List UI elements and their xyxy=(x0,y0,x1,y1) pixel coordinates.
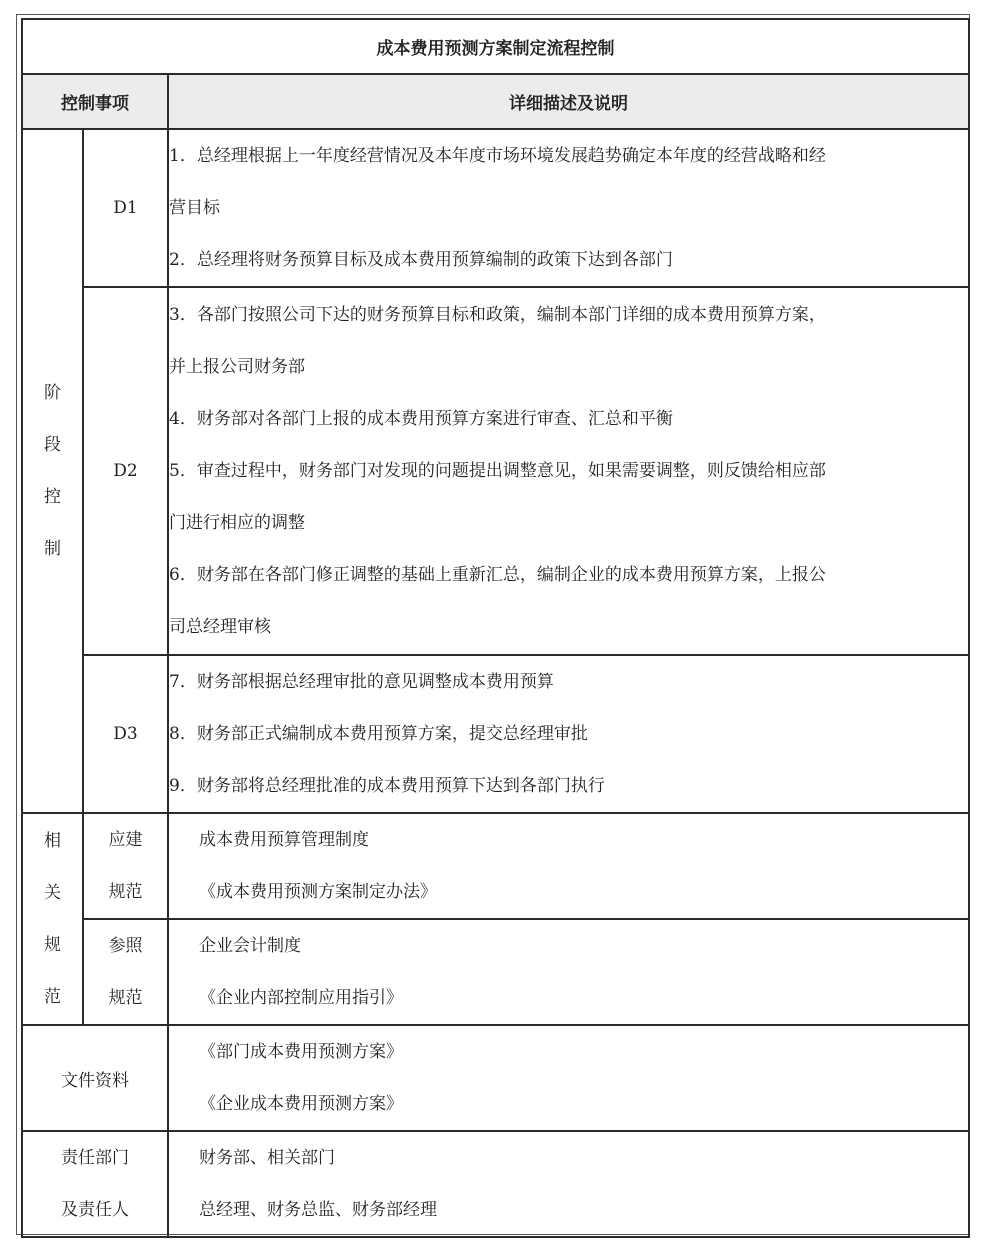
label-line: 责任部门 xyxy=(61,1148,129,1168)
norm-item: 企业会计制度 xyxy=(199,936,301,956)
should-build-norms-label xyxy=(83,813,168,919)
stage-control-label xyxy=(22,129,83,813)
reference-norms-content xyxy=(168,919,969,1025)
desc-line: 门进行相应的调整 xyxy=(169,513,305,533)
norm-item: 成本费用预算管理制度 xyxy=(199,830,369,850)
stage-d3-description xyxy=(168,655,969,813)
should-build-norms-content xyxy=(168,813,969,919)
stage-label-char: 控 xyxy=(44,487,61,507)
desc-line: 2．总经理将财务预算目标及成本费用预算编制的政策下达到各部门 xyxy=(169,250,673,270)
stage-code-d2: D2 xyxy=(83,287,168,655)
desc-line: 并上报公司财务部 xyxy=(169,357,305,377)
file-item: 《企业成本费用预测方案》 xyxy=(199,1094,403,1114)
label-line: 规范 xyxy=(108,988,143,1008)
reference-norms-label xyxy=(83,919,168,1025)
desc-line: 营目标 xyxy=(169,198,220,218)
norm-item: 《企业内部控制应用指引》 xyxy=(199,988,403,1008)
file-item: 《部门成本费用预测方案》 xyxy=(199,1042,403,1062)
title-row xyxy=(22,19,969,74)
responsible-row xyxy=(22,1131,969,1237)
stage-d2-description xyxy=(168,287,969,655)
label-line: 应建 xyxy=(108,830,143,850)
desc-line: 1．总经理根据上一年度经营情况及本年度市场环境发展趋势确定本年度的经营战略和经 xyxy=(169,146,826,166)
responsible-item: 总经理、财务总监、财务部经理 xyxy=(199,1200,437,1220)
label-line: 规范 xyxy=(108,882,143,902)
stage-label-char: 制 xyxy=(44,539,61,559)
stage-code-d3: D3 xyxy=(83,655,168,813)
header-description: 详细描述及说明 xyxy=(168,74,969,129)
norms-label-char: 规 xyxy=(44,935,61,955)
norms-should-build-row xyxy=(22,813,969,919)
norms-label-char: 范 xyxy=(44,987,61,1007)
desc-line: 司总经理审核 xyxy=(169,617,271,637)
responsible-item: 财务部、相关部门 xyxy=(199,1148,335,1168)
header-row xyxy=(22,74,969,129)
desc-line: 8．财务部正式编制成本费用预算方案，提交总经理审批 xyxy=(169,724,588,744)
label-line: 及责任人 xyxy=(61,1200,129,1220)
files-label: 文件资料 xyxy=(22,1025,168,1131)
desc-line: 9．财务部将总经理批准的成本费用预算下达到各部门执行 xyxy=(169,776,605,796)
table-title: 成本费用预测方案制定流程控制 xyxy=(22,19,969,74)
norm-item: 《成本费用预测方案制定办法》 xyxy=(199,882,437,902)
stage-code-d1: D1 xyxy=(83,129,168,287)
desc-line: 4．财务部对各部门上报的成本费用预算方案进行审查、汇总和平衡 xyxy=(169,409,673,429)
label-line: 参照 xyxy=(108,936,143,956)
files-row xyxy=(22,1025,969,1131)
norms-reference-row xyxy=(22,919,969,1025)
control-table xyxy=(21,18,970,1238)
desc-line: 7．财务部根据总经理审批的意见调整成本费用预算 xyxy=(169,672,554,692)
stage-d1-description xyxy=(168,129,969,287)
desc-line: 5．审查过程中，财务部门对发现的问题提出调整意见，如果需要调整，则反馈给相应部 xyxy=(169,461,826,481)
norms-label-char: 相 xyxy=(44,831,61,851)
stage-d3-row xyxy=(22,655,969,813)
stage-d2-row xyxy=(22,287,969,655)
responsible-content xyxy=(168,1131,969,1237)
related-norms-label xyxy=(22,813,83,1025)
responsible-label xyxy=(22,1131,168,1237)
files-content xyxy=(168,1025,969,1131)
stage-d1-row xyxy=(22,129,969,287)
header-control-items: 控制事项 xyxy=(22,74,168,129)
stage-label-char: 段 xyxy=(44,435,61,455)
desc-line: 6．财务部在各部门修正调整的基础上重新汇总，编制企业的成本费用预算方案，上报公 xyxy=(169,565,826,585)
stage-label-char: 阶 xyxy=(44,383,61,403)
desc-line: 3．各部门按照公司下达的财务预算目标和政策，编制本部门详细的成本费用预算方案， xyxy=(169,305,826,325)
norms-label-char: 关 xyxy=(44,883,61,903)
